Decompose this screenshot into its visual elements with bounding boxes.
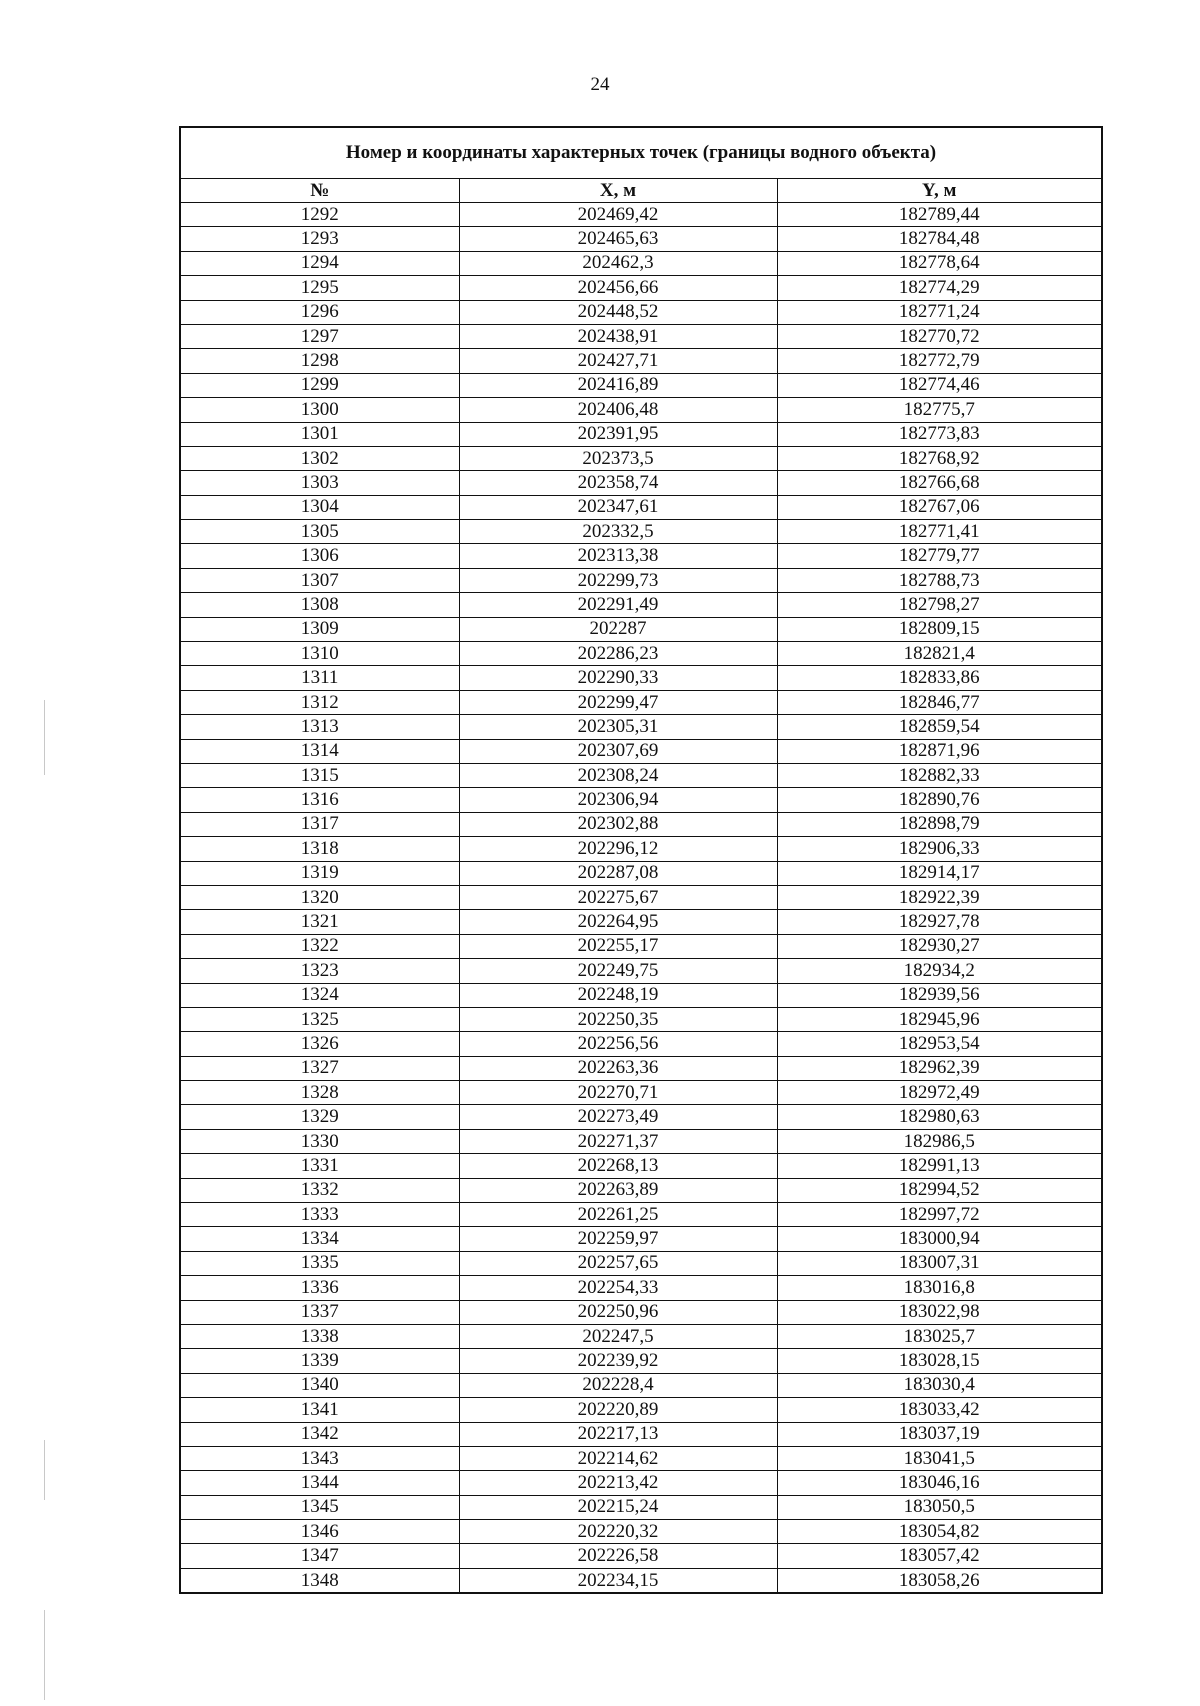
point-number-cell: 1293 [180,227,459,251]
column-header-y: Y, м [777,179,1102,203]
x-coordinate-cell: 202307,69 [459,739,777,763]
table-row [180,1349,1102,1373]
x-coordinate-cell: 202287,08 [459,861,777,885]
y-coordinate-cell: 182934,2 [777,959,1102,983]
x-coordinate-cell: 202291,49 [459,593,777,617]
table-row [180,1422,1102,1446]
table-row [180,788,1102,812]
table-row [180,642,1102,666]
point-number-cell: 1338 [180,1324,459,1348]
y-coordinate-cell: 182914,17 [777,861,1102,885]
point-number-cell: 1312 [180,690,459,714]
point-number-cell: 1332 [180,1178,459,1202]
x-coordinate-cell: 202228,4 [459,1373,777,1397]
point-number-cell: 1344 [180,1471,459,1495]
table-row [180,959,1102,983]
table-row [180,1520,1102,1544]
y-coordinate-cell: 182922,39 [777,885,1102,909]
table-row [180,373,1102,397]
point-number-cell: 1347 [180,1544,459,1568]
point-number-cell: 1323 [180,959,459,983]
x-coordinate-cell: 202456,66 [459,276,777,300]
x-coordinate-cell: 202271,37 [459,1129,777,1153]
y-coordinate-cell: 182779,77 [777,544,1102,568]
table-row [180,1227,1102,1251]
y-coordinate-cell: 182821,4 [777,642,1102,666]
table-row [180,1032,1102,1056]
table-row [180,1544,1102,1568]
table-row [180,1471,1102,1495]
point-number-cell: 1339 [180,1349,459,1373]
x-coordinate-cell: 202358,74 [459,471,777,495]
x-coordinate-cell: 202220,89 [459,1398,777,1422]
y-coordinate-cell: 182798,27 [777,593,1102,617]
x-coordinate-cell: 202217,13 [459,1422,777,1446]
table-row [180,934,1102,958]
y-coordinate-cell: 182770,72 [777,324,1102,348]
table-row [180,1251,1102,1275]
x-coordinate-cell: 202270,71 [459,1081,777,1105]
y-coordinate-cell: 183058,26 [777,1568,1102,1593]
y-coordinate-cell: 182859,54 [777,715,1102,739]
table-row [180,1324,1102,1348]
table-row [180,1081,1102,1105]
x-coordinate-cell: 202256,56 [459,1032,777,1056]
point-number-cell: 1343 [180,1446,459,1470]
point-number-cell: 1324 [180,983,459,1007]
column-header-number: № [180,179,459,203]
table-row [180,1154,1102,1178]
point-number-cell: 1340 [180,1373,459,1397]
x-coordinate-cell: 202308,24 [459,763,777,787]
x-coordinate-cell: 202261,25 [459,1203,777,1227]
y-coordinate-cell: 182771,41 [777,520,1102,544]
point-number-cell: 1305 [180,520,459,544]
x-coordinate-cell: 202465,63 [459,227,777,251]
table-row [180,544,1102,568]
table-row [180,520,1102,544]
x-coordinate-cell: 202215,24 [459,1495,777,1519]
x-coordinate-cell: 202406,48 [459,398,777,422]
table-row [180,1446,1102,1470]
column-header-x: X, м [459,179,777,203]
y-coordinate-cell: 182906,33 [777,837,1102,861]
table-row [180,568,1102,592]
y-coordinate-cell: 182994,52 [777,1178,1102,1202]
point-number-cell: 1334 [180,1227,459,1251]
y-coordinate-cell: 182898,79 [777,812,1102,836]
point-number-cell: 1297 [180,324,459,348]
x-coordinate-cell: 202213,42 [459,1471,777,1495]
point-number-cell: 1325 [180,1007,459,1031]
x-coordinate-cell: 202287 [459,617,777,641]
table-row [180,1178,1102,1202]
table-row [180,593,1102,617]
y-coordinate-cell: 182771,24 [777,300,1102,324]
y-coordinate-cell: 182871,96 [777,739,1102,763]
table-row [180,1373,1102,1397]
table-row [180,666,1102,690]
y-coordinate-cell: 182882,33 [777,763,1102,787]
table-row [180,1129,1102,1153]
y-coordinate-cell: 182778,64 [777,251,1102,275]
y-coordinate-cell: 182997,72 [777,1203,1102,1227]
y-coordinate-cell: 183037,19 [777,1422,1102,1446]
point-number-cell: 1303 [180,471,459,495]
x-coordinate-cell: 202234,15 [459,1568,777,1593]
table-row [180,471,1102,495]
table-row [180,910,1102,934]
y-coordinate-cell: 182927,78 [777,910,1102,934]
point-number-cell: 1321 [180,910,459,934]
table-row [180,324,1102,348]
x-coordinate-cell: 202306,94 [459,788,777,812]
table-row [180,495,1102,519]
y-coordinate-cell: 183007,31 [777,1251,1102,1275]
y-coordinate-cell: 182953,54 [777,1032,1102,1056]
table-row [180,1300,1102,1324]
x-coordinate-cell: 202448,52 [459,300,777,324]
x-coordinate-cell: 202220,32 [459,1520,777,1544]
point-number-cell: 1328 [180,1081,459,1105]
point-number-cell: 1296 [180,300,459,324]
point-number-cell: 1322 [180,934,459,958]
point-number-cell: 1337 [180,1300,459,1324]
scan-edge-mark [44,700,45,775]
point-number-cell: 1304 [180,495,459,519]
point-number-cell: 1294 [180,251,459,275]
y-coordinate-cell: 182833,86 [777,666,1102,690]
y-coordinate-cell: 183046,16 [777,1471,1102,1495]
x-coordinate-cell: 202462,3 [459,251,777,275]
table-row [180,1203,1102,1227]
x-coordinate-cell: 202416,89 [459,373,777,397]
x-coordinate-cell: 202332,5 [459,520,777,544]
table-row [180,837,1102,861]
y-coordinate-cell: 182768,92 [777,446,1102,470]
x-coordinate-cell: 202296,12 [459,837,777,861]
point-number-cell: 1326 [180,1032,459,1056]
table-row [180,1495,1102,1519]
y-coordinate-cell: 182772,79 [777,349,1102,373]
x-coordinate-cell: 202305,31 [459,715,777,739]
table-row [180,715,1102,739]
x-coordinate-cell: 202239,92 [459,1349,777,1373]
x-coordinate-cell: 202438,91 [459,324,777,348]
table-row [180,1276,1102,1300]
point-number-cell: 1320 [180,885,459,909]
point-number-cell: 1295 [180,276,459,300]
point-number-cell: 1308 [180,593,459,617]
point-number-cell: 1327 [180,1056,459,1080]
x-coordinate-cell: 202257,65 [459,1251,777,1275]
y-coordinate-cell: 182991,13 [777,1154,1102,1178]
table-row [180,276,1102,300]
point-number-cell: 1292 [180,203,459,227]
point-number-cell: 1336 [180,1276,459,1300]
point-number-cell: 1307 [180,568,459,592]
y-coordinate-cell: 183050,5 [777,1495,1102,1519]
table-row [180,763,1102,787]
y-coordinate-cell: 182788,73 [777,568,1102,592]
y-coordinate-cell: 182766,68 [777,471,1102,495]
x-coordinate-cell: 202247,5 [459,1324,777,1348]
coordinates-table [179,126,1103,1594]
y-coordinate-cell: 182809,15 [777,617,1102,641]
table-row [180,885,1102,909]
point-number-cell: 1314 [180,739,459,763]
x-coordinate-cell: 202214,62 [459,1446,777,1470]
x-coordinate-cell: 202391,95 [459,422,777,446]
point-number-cell: 1318 [180,837,459,861]
point-number-cell: 1330 [180,1129,459,1153]
y-coordinate-cell: 183025,7 [777,1324,1102,1348]
table-row [180,203,1102,227]
table-row [180,349,1102,373]
point-number-cell: 1313 [180,715,459,739]
point-number-cell: 1301 [180,422,459,446]
point-number-cell: 1311 [180,666,459,690]
y-coordinate-cell: 182784,48 [777,227,1102,251]
y-coordinate-cell: 182846,77 [777,690,1102,714]
page-number: 24 [590,74,610,95]
point-number-cell: 1299 [180,373,459,397]
x-coordinate-cell: 202302,88 [459,812,777,836]
table-row [180,398,1102,422]
x-coordinate-cell: 202427,71 [459,349,777,373]
x-coordinate-cell: 202249,75 [459,959,777,983]
point-number-cell: 1315 [180,763,459,787]
y-coordinate-cell: 183033,42 [777,1398,1102,1422]
scan-edge-mark [44,1440,45,1500]
y-coordinate-cell: 182890,76 [777,788,1102,812]
table-row [180,1007,1102,1031]
x-coordinate-cell: 202313,38 [459,544,777,568]
x-coordinate-cell: 202248,19 [459,983,777,1007]
y-coordinate-cell: 182775,7 [777,398,1102,422]
x-coordinate-cell: 202263,36 [459,1056,777,1080]
table-row [180,1398,1102,1422]
table-row [180,690,1102,714]
y-coordinate-cell: 183022,98 [777,1300,1102,1324]
x-coordinate-cell: 202299,47 [459,690,777,714]
x-coordinate-cell: 202259,97 [459,1227,777,1251]
table-row [180,1568,1102,1593]
point-number-cell: 1329 [180,1105,459,1129]
y-coordinate-cell: 183057,42 [777,1544,1102,1568]
table-caption: Номер и координаты характерных точек (границы водного объекта) [180,127,1102,179]
x-coordinate-cell: 202469,42 [459,203,777,227]
scan-edge-mark [44,1610,45,1700]
y-coordinate-cell: 182986,5 [777,1129,1102,1153]
table-row [180,739,1102,763]
y-coordinate-cell: 182980,63 [777,1105,1102,1129]
y-coordinate-cell: 183000,94 [777,1227,1102,1251]
point-number-cell: 1331 [180,1154,459,1178]
x-coordinate-cell: 202264,95 [459,910,777,934]
x-coordinate-cell: 202250,35 [459,1007,777,1031]
point-number-cell: 1317 [180,812,459,836]
y-coordinate-cell: 182774,29 [777,276,1102,300]
x-coordinate-cell: 202255,17 [459,934,777,958]
x-coordinate-cell: 202286,23 [459,642,777,666]
point-number-cell: 1310 [180,642,459,666]
point-number-cell: 1341 [180,1398,459,1422]
point-number-cell: 1348 [180,1568,459,1593]
y-coordinate-cell: 182945,96 [777,1007,1102,1031]
x-coordinate-cell: 202275,67 [459,885,777,909]
y-coordinate-cell: 182774,46 [777,373,1102,397]
table-row [180,1056,1102,1080]
x-coordinate-cell: 202226,58 [459,1544,777,1568]
y-coordinate-cell: 182972,49 [777,1081,1102,1105]
point-number-cell: 1316 [180,788,459,812]
table-row [180,861,1102,885]
y-coordinate-cell: 182930,27 [777,934,1102,958]
y-coordinate-cell: 182939,56 [777,983,1102,1007]
point-number-cell: 1306 [180,544,459,568]
table-row [180,983,1102,1007]
x-coordinate-cell: 202273,49 [459,1105,777,1129]
x-coordinate-cell: 202347,61 [459,495,777,519]
table-row [180,251,1102,275]
point-number-cell: 1333 [180,1203,459,1227]
point-number-cell: 1346 [180,1520,459,1544]
point-number-cell: 1309 [180,617,459,641]
point-number-cell: 1298 [180,349,459,373]
point-number-cell: 1302 [180,446,459,470]
y-coordinate-cell: 183041,5 [777,1446,1102,1470]
table-row [180,446,1102,470]
x-coordinate-cell: 202290,33 [459,666,777,690]
y-coordinate-cell: 182962,39 [777,1056,1102,1080]
table-row [180,812,1102,836]
table-row [180,300,1102,324]
y-coordinate-cell: 182773,83 [777,422,1102,446]
y-coordinate-cell: 182767,06 [777,495,1102,519]
y-coordinate-cell: 183028,15 [777,1349,1102,1373]
y-coordinate-cell: 183030,4 [777,1373,1102,1397]
table-row [180,617,1102,641]
table-row [180,1105,1102,1129]
y-coordinate-cell: 182789,44 [777,203,1102,227]
point-number-cell: 1300 [180,398,459,422]
x-coordinate-cell: 202254,33 [459,1276,777,1300]
table-row [180,422,1102,446]
x-coordinate-cell: 202250,96 [459,1300,777,1324]
x-coordinate-cell: 202263,89 [459,1178,777,1202]
x-coordinate-cell: 202373,5 [459,446,777,470]
point-number-cell: 1319 [180,861,459,885]
point-number-cell: 1335 [180,1251,459,1275]
y-coordinate-cell: 183054,82 [777,1520,1102,1544]
table-body [180,203,1102,1594]
y-coordinate-cell: 183016,8 [777,1276,1102,1300]
x-coordinate-cell: 202268,13 [459,1154,777,1178]
point-number-cell: 1342 [180,1422,459,1446]
table-row [180,227,1102,251]
point-number-cell: 1345 [180,1495,459,1519]
x-coordinate-cell: 202299,73 [459,568,777,592]
